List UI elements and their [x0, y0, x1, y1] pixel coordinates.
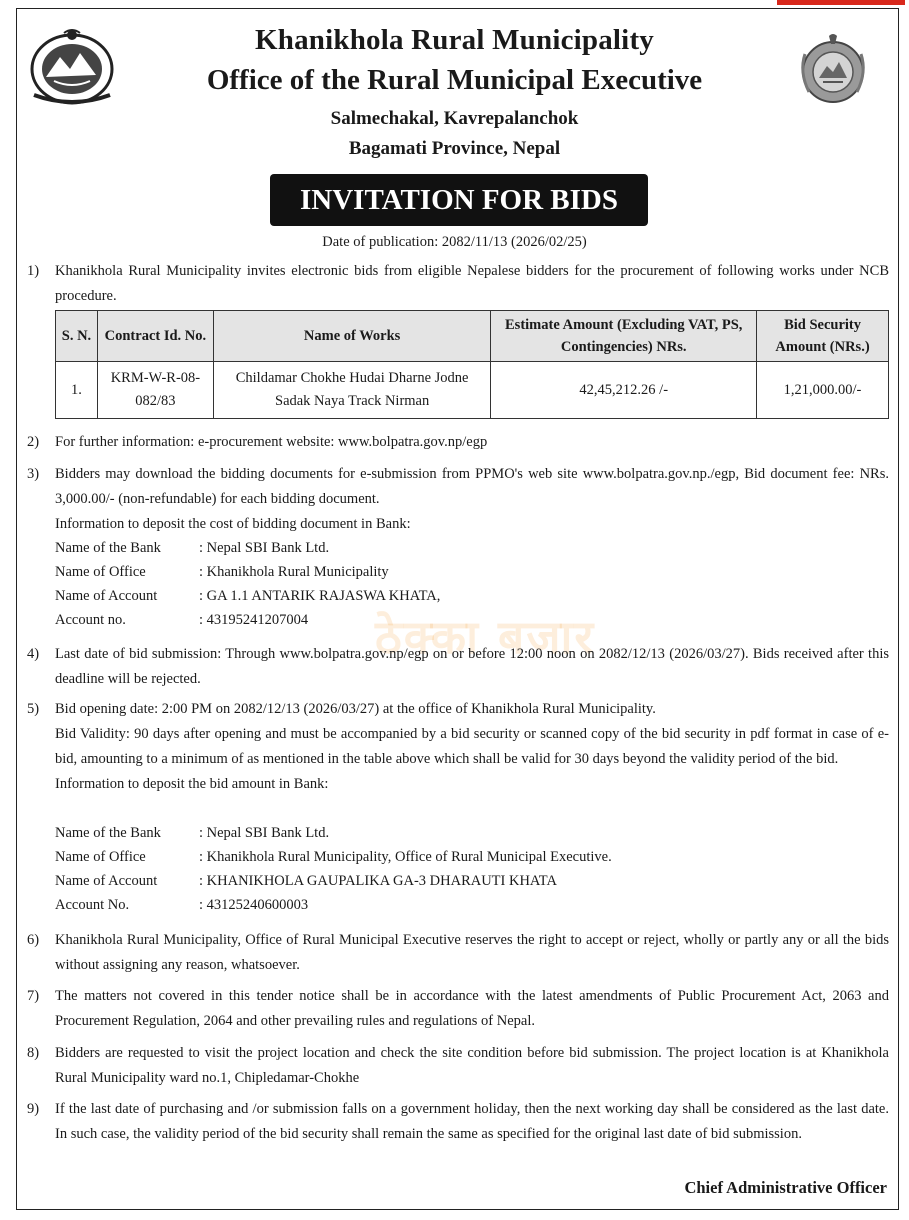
cell-sn: 1.	[56, 362, 98, 419]
account-name-label: Name of Account	[55, 873, 158, 889]
bank-name-label: Name of the Bank	[55, 825, 161, 841]
office-name-value: : Khanikhola Rural Municipality, Office of Rural Municipal Executive.	[199, 849, 612, 865]
bid-validity-text: Bid Validity: 90 days after opening and must be accompanied by a bid security or scanned copy of the bid security in pdf format in case of e-bid, amounting to a minimum of as mentioned in the table above which shall be valid for 30 days beyond the validity period of the bid.	[55, 726, 889, 767]
bank-name-value: : Nepal SBI Bank Ltd.	[199, 825, 330, 841]
bank-name-value: : Nepal SBI Bank Ltd.	[199, 540, 330, 556]
clause-text: Khanikhola Rural Municipality, Office of Rural Municipal Executive reserves the right to accept or reject, wholly or partly any or all the bids without assigning any reason, whatsoever.	[55, 932, 889, 973]
clause-text: The matters not covered in this tender notice shall be in accordance with the latest amendments of Public Procurement Act, 2063 and Procurement Regulation, 2064 and other prevailing rules and regulations of Nepal.	[55, 988, 889, 1029]
office-name-label: Name of Office	[55, 849, 146, 865]
clause-2	[27, 430, 889, 455]
account-name-value: : GA 1.1 ANTARIK RAJASWA KHATA,	[199, 588, 441, 604]
clause-text: Bid opening date: 2:00 PM on 2082/12/13 (2026/03/27) at the office of Khanikhola Rural Municipality.	[55, 701, 656, 717]
col-header-contract-id: Contract Id. No.	[97, 311, 213, 362]
col-header-bid-security: Bid Security Amount (NRs.)	[757, 311, 889, 362]
clause-number: 9)	[27, 1101, 40, 1117]
office-name: Office of the Rural Municipal Executive	[206, 64, 703, 96]
clause-4	[27, 642, 889, 692]
clause-number: 2)	[27, 434, 40, 450]
clause-text: Bidders may download the bidding documents for e-submission from PPMO's web site www.bolpatra.gov.np./egp, Bid document fee: NRs. 3,000.00/- (non-refundable) for each bidding document.	[55, 466, 889, 507]
municipality-name: Khanikhola Rural Municipality	[255, 24, 654, 56]
deposit-info-heading: Information to deposit the bid amount in Bank:	[55, 776, 329, 792]
bank-name-label: Name of the Bank	[55, 540, 161, 556]
col-header-name-of-works: Name of Works	[213, 311, 491, 362]
office-name-value: : Khanikhola Rural Municipality	[199, 564, 389, 580]
notice-title-banner: INVITATION FOR BIDS	[270, 174, 648, 226]
clause-number: 3)	[27, 466, 40, 482]
clause-number: 1)	[27, 263, 40, 279]
clause-text: Khanikhola Rural Municipality invites electronic bids from eligible Nepalese bidders for the procurement of following works under NCB procedure.	[55, 263, 889, 304]
clause-6	[27, 928, 889, 978]
table-row	[56, 362, 889, 419]
clause-8	[27, 1041, 889, 1091]
publication-date: Date of publication: 2082/11/13 (2026/02/25)	[322, 234, 587, 250]
fee-bank-details	[55, 536, 440, 632]
cell-estimate-amount: 42,45,212.26 /-	[491, 362, 757, 419]
deposit-info-heading: Information to deposit the cost of bidding document in Bank:	[55, 516, 411, 532]
cell-bid-security: 1,21,000.00/-	[757, 362, 889, 419]
account-number-label: Account no.	[55, 612, 126, 628]
clause-number: 4)	[27, 646, 40, 662]
col-header-sn: S. N.	[56, 311, 98, 362]
cell-name-of-works: Childamar Chokhe Hudai Dharne Jodne Sadak Naya Track Nirman	[213, 362, 491, 419]
address-line: Salmechakal, Kavrepalanchok	[330, 108, 579, 129]
account-number-value: : 43195241207004	[199, 612, 309, 628]
col-header-estimate-amount: Estimate Amount (Excluding VAT, PS, Contingencies) NRs.	[491, 311, 757, 362]
table-header-row	[56, 311, 889, 362]
account-number-value: : 43125240600003	[199, 897, 309, 913]
office-name-label: Name of Office	[55, 564, 146, 580]
clause-text: Bidders are requested to visit the project location and check the site condition before bid submission. The project location is at Khanikhola Rural Municipality ward no.1, Chipledamar-Chokhe	[55, 1045, 889, 1086]
works-table	[55, 310, 889, 419]
cell-contract-id: KRM-W-R-08-082/83	[97, 362, 213, 419]
clause-9	[27, 1097, 889, 1147]
security-bank-details	[55, 821, 612, 917]
account-number-label: Account No.	[55, 897, 130, 913]
clause-text: Last date of bid submission: Through www.bolpatra.gov.np/egp on or before 12:00 noon on 2082/12/13 (2026/03/27). Bids received after this deadline will be rejected.	[55, 646, 889, 687]
province-line: Bagamati Province, Nepal	[348, 138, 561, 159]
watermark: ठेक्का बजार	[375, 610, 596, 664]
clause-3	[27, 462, 889, 537]
account-name-label: Name of Account	[55, 588, 158, 604]
clause-number: 5)	[27, 701, 40, 717]
clause-number: 7)	[27, 988, 40, 1004]
clause-7	[27, 984, 889, 1034]
red-corner-mark	[777, 0, 905, 5]
account-name-value: : KHANIKHOLA GAUPALIKA GA-3 DHARAUTI KHATA	[199, 873, 557, 889]
clause-number: 6)	[27, 932, 40, 948]
clause-text: For further information: e-procurement website: www.bolpatra.gov.np/egp	[55, 434, 488, 450]
clause-5	[27, 697, 889, 797]
signature-title: Chief Administrative Officer	[684, 1178, 887, 1197]
clause-text: If the last date of purchasing and /or submission falls on a government holiday, then the next working day shall be considered as the last date. In such case, the validity period of the bid security shall remain the same as specified for the original last date of bid submission.	[55, 1101, 889, 1142]
clause-1	[27, 259, 889, 309]
clause-number: 8)	[27, 1045, 40, 1061]
